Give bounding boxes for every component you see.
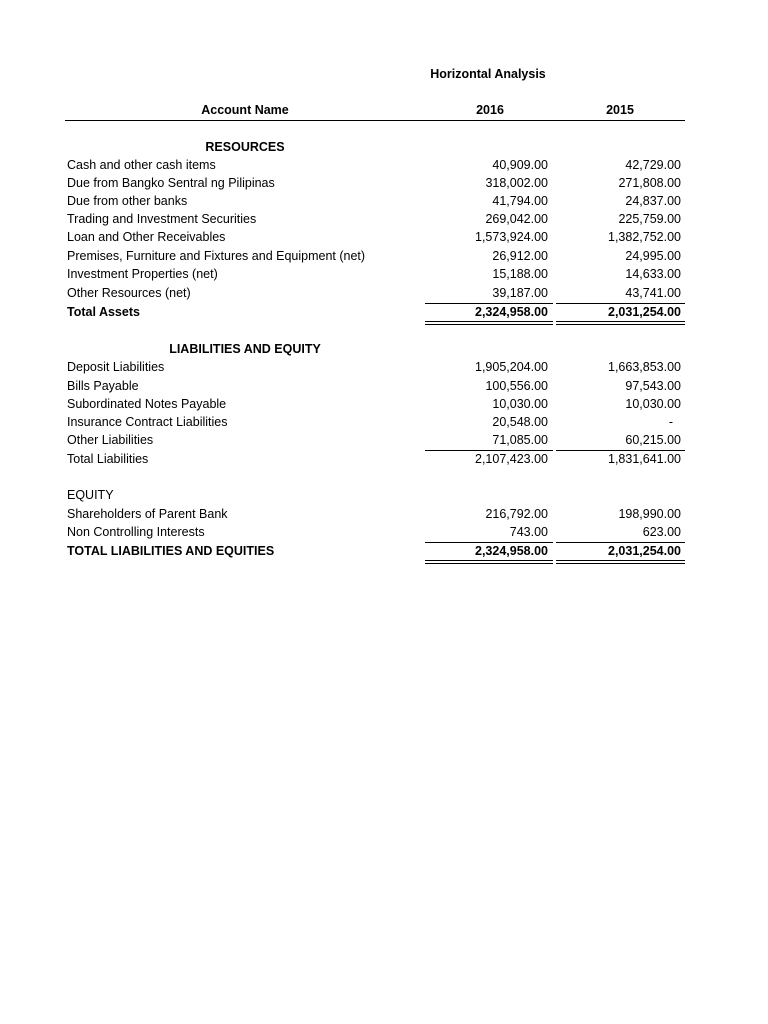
table-row: [0, 210, 768, 228]
total-row-liabilities-equities: [0, 542, 768, 560]
column-header-2015: 2015: [606, 103, 634, 117]
table-row: [0, 377, 768, 395]
value-2015: -: [668, 415, 673, 429]
value-2016: 41,794.00: [492, 194, 548, 208]
column-header-2016: 2016: [476, 103, 504, 117]
account-label: Deposit Liabilities: [67, 360, 165, 374]
double-underline: [556, 560, 685, 564]
value-2015: 14,633.00: [625, 267, 681, 281]
value-2016: 39,187.00: [492, 286, 548, 300]
page-title: Horizontal Analysis: [430, 67, 546, 81]
value-2016: 1,905,204.00: [475, 360, 548, 374]
total-value-2016: 2,324,958.00: [475, 544, 548, 558]
account-label: Cash and other cash items: [67, 158, 216, 172]
table-row: [0, 156, 768, 174]
account-label: Trading and Investment Securities: [67, 212, 257, 226]
total-value-2016: 2,324,958.00: [475, 305, 548, 319]
table-row: [0, 431, 768, 449]
value-2016: 100,556.00: [485, 379, 548, 393]
header-divider: [65, 120, 685, 121]
value-2016: 10,030.00: [492, 397, 548, 411]
account-label: Other Resources (net): [67, 286, 191, 300]
value-2015: 42,729.00: [625, 158, 681, 172]
table-row: [0, 174, 768, 192]
value-2015: 24,995.00: [625, 249, 681, 263]
value-2016: 743.00: [509, 525, 548, 539]
value-2016: 71,085.00: [492, 433, 548, 447]
double-underline: [425, 321, 553, 325]
section-heading-label: LIABILITIES AND EQUITY: [169, 342, 321, 356]
table-row: [0, 395, 768, 413]
total-label: Total Assets: [67, 305, 140, 319]
double-underline: [556, 321, 685, 325]
value-2016: 318,002.00: [485, 176, 548, 190]
section-heading-label: RESOURCES: [205, 140, 285, 154]
total-label: TOTAL LIABILITIES AND EQUITIES: [67, 544, 275, 558]
value-2016: 269,042.00: [485, 212, 548, 226]
account-label: Investment Properties (net): [67, 267, 218, 281]
account-label: Due from other banks: [67, 194, 188, 208]
table-row: [0, 284, 768, 302]
table-row: [0, 192, 768, 210]
section-heading-equity: [0, 486, 768, 504]
table-row: [0, 265, 768, 283]
account-label: Premises, Furniture and Fixtures and Equipment (net): [67, 249, 366, 263]
total-value-2015: 1,831,641.00: [608, 452, 681, 466]
value-2015: 1,382,752.00: [608, 230, 681, 244]
column-header-account-name: Account Name: [201, 103, 289, 117]
account-label: Other Liabilities: [67, 433, 154, 447]
value-2015: 43,741.00: [625, 286, 681, 300]
table-row: [0, 228, 768, 246]
account-label: Loan and Other Receivables: [67, 230, 226, 244]
total-label: Total Liabilities: [67, 452, 149, 466]
table-row: [0, 358, 768, 376]
value-2015: 271,808.00: [618, 176, 681, 190]
value-2015: 10,030.00: [625, 397, 681, 411]
value-2015: 97,543.00: [625, 379, 681, 393]
value-2015: 198,990.00: [618, 507, 681, 521]
account-label: Shareholders of Parent Bank: [67, 507, 228, 521]
account-label: Bills Payable: [67, 379, 139, 393]
double-underline: [425, 560, 553, 564]
total-value-2015: 2,031,254.00: [608, 544, 681, 558]
table-row: [0, 247, 768, 265]
table-row: [0, 523, 768, 541]
section-heading-resources: [0, 138, 768, 156]
value-2015: 623.00: [642, 525, 681, 539]
value-2016: 1,573,924.00: [475, 230, 548, 244]
value-2016: 26,912.00: [492, 249, 548, 263]
total-value-2016: 2,107,423.00: [475, 452, 548, 466]
value-2016: 15,188.00: [492, 267, 548, 281]
value-2015: 225,759.00: [618, 212, 681, 226]
value-2016: 40,909.00: [492, 158, 548, 172]
total-value-2015: 2,031,254.00: [608, 305, 681, 319]
account-label: Due from Bangko Sentral ng Pilipinas: [67, 176, 275, 190]
value-2015: 1,663,853.00: [608, 360, 681, 374]
table-row: [0, 413, 768, 431]
section-heading-liabilities: [0, 340, 768, 358]
account-label: Non Controlling Interests: [67, 525, 205, 539]
value-2016: 20,548.00: [492, 415, 548, 429]
section-heading-label: EQUITY: [67, 488, 114, 502]
value-2016: 216,792.00: [485, 507, 548, 521]
value-2015: 60,215.00: [625, 433, 681, 447]
total-row-assets: [0, 303, 768, 321]
table-row: [0, 505, 768, 523]
account-label: Subordinated Notes Payable: [67, 397, 227, 411]
account-label: Insurance Contract Liabilities: [67, 415, 228, 429]
total-row-liabilities: [0, 450, 768, 468]
value-2015: 24,837.00: [625, 194, 681, 208]
